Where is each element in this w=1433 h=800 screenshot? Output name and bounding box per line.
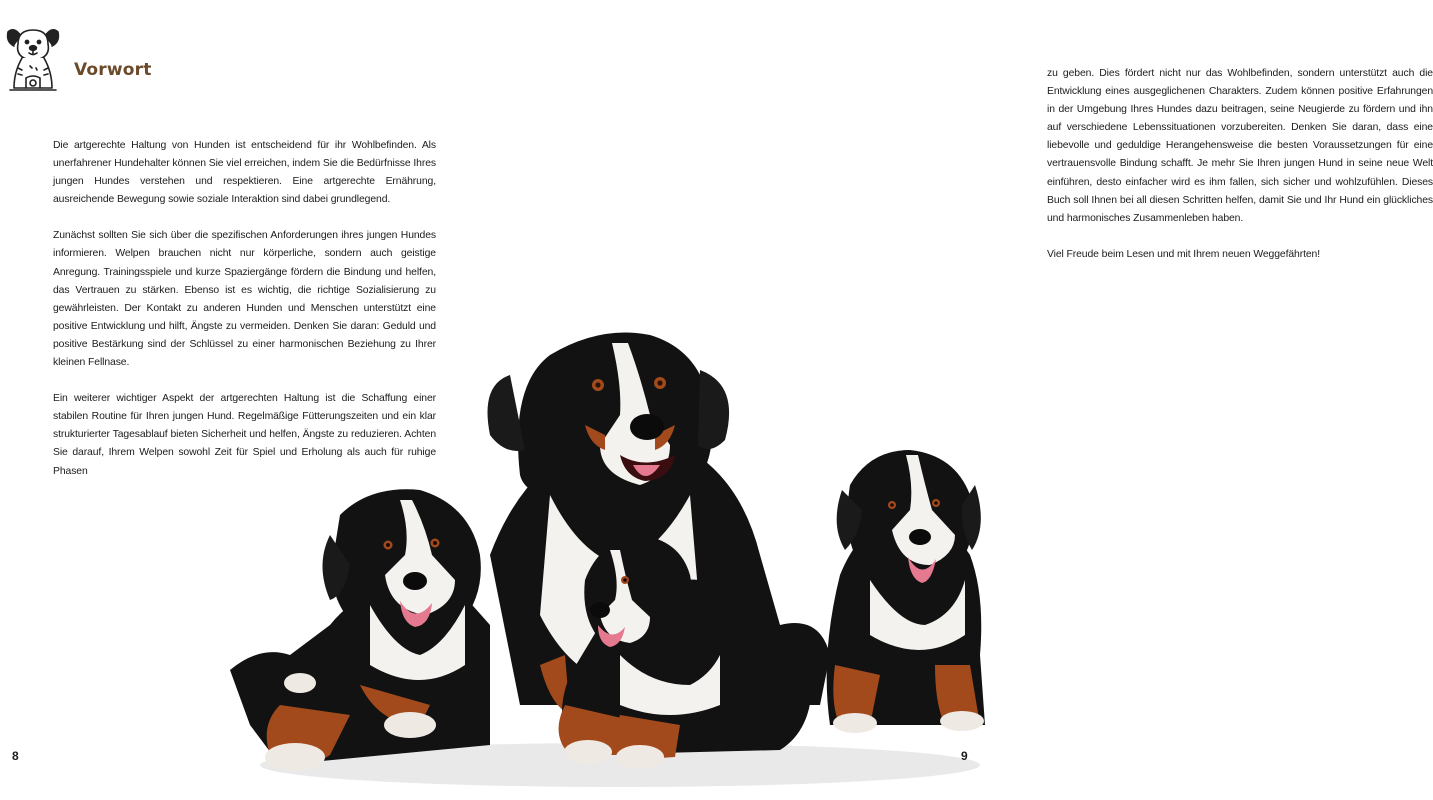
paragraph: zu geben. Dies fördert nicht nur das Wohlbefinden, sondern unterstützt auch die Entwicklung eines ausgeglichenen Charakters. Zudem können positive Erfahrungen in der Umgebung Ihres Hundes dazu beitragen, seine Neugierde zu fördern und ihn auf verschiedene Lebenssituationen vorzubereiten. Denken Sie daran, dass eine liebevolle und geduldige Herangehensweise die besten Voraussetzungen für eine vertrauensvolle Bindung schafft. Je mehr Sie Ihren jungen Hund in seine neue Welt einführen, desto einfacher wird es ihm fallen, sich sicher und wohlzufühlen. Dieses Buch soll Ihnen bei all diesen Schritten helfen, damit Sie und Ihr Hund ein glückliches und harmonisches Zusammenleben haben. (1047, 68, 1433, 224)
puppy-front (559, 535, 812, 769)
page-title: Vorwort (74, 60, 152, 80)
paragraph: Ein weiterer wichtiger Aspekt der artgerechten Haltung ist die Schaffung einer stabilen Routine für Ihren jungen Hund. Regelmäßige Fütterungszeiten und ein klar strukturierter Tagesablauf bieten Sicherheit und helfen, Ängste zu reduzieren. Achten Sie darauf, Ihrem Welpen sowohl Zeit für Spiel und Erholung als auch für ruhige Phasen (53, 393, 436, 477)
paragraph: Die artgerechte Haltung von Hunden ist entscheidend für ihr Wohlbefinden. Als unerfahrener Hundehalter können Sie viel erreichen, indem Sie die Bedürfnisse Ihres jungen Hundes verstehen und respektieren. Eine artgerechte Ernährung, ausreichende Bewegung sowie soziale Interaktion sind dabei grundlegend. (53, 140, 436, 206)
paragraph: Viel Freude beim Lesen und mit Ihrem neuen Weggefährten! (1047, 248, 1320, 260)
page-number-left: 8 (12, 749, 19, 763)
right-text-column (1047, 65, 1433, 282)
puppy-right (827, 450, 985, 733)
paragraph: Zunächst sollten Sie sich über die spezifischen Anforderungen ihres jungen Hundes informieren. Welpen brauchen nicht nur körperliche, sondern auch geistige Anregung. Trainingsspiele und kurze Spaziergänge fördern die Bindung und helfen, das Vertrauen zu stärken. Ebenso ist es wichtig, die richtige Sozialisierung zu gewährleisten. Der Kontakt zu anderen Hunden und Menschen unterstützt eine positive Entwicklung und hilft, Ängste zu vermeiden. Denken Sie daran: Geduld und positive Bestärkung sind der Schlüssel zu einer harmonischen Beziehung zu Ihrer kleinen Fellnase. (53, 230, 436, 369)
page-number-right: 9 (961, 749, 968, 763)
dog-mascot-icon (4, 22, 62, 94)
puppy-left (230, 489, 490, 771)
bernese-dogs-photo (220, 325, 1000, 795)
